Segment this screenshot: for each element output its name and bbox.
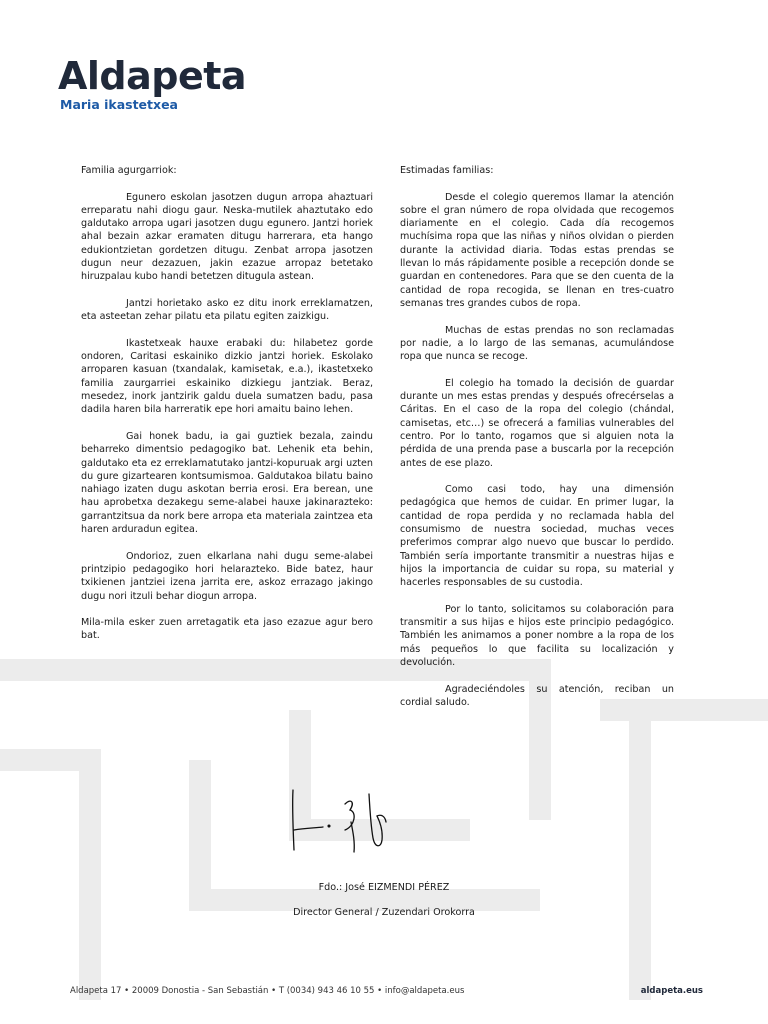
signatory-name: Fdo.: José EIZMENDI PÉREZ	[318, 882, 450, 893]
paragraph-spanish-4: Como casi todo, hay una dimensión pedagógica que hemos de cuidar. En primer lugar, la cantidad de ropa perdida y no reclamada habla del consumismo de nuestra sociedad, muchas veces preferimos comprar algo nuevo que buscar lo perdido. También sería importante transmitir a nuestras hijas e hijos la importancia de cuidar su ropa, su material y hacerles responsables de su custodia.	[400, 484, 674, 589]
paragraph-basque-3: Ikastetxeak hauxe erabaki du: hilabetez gorde ondoren, Caritasi eskainiko dizkio jantzi horiek. Eskolako arroparen kasuan (txandalak, kamisetak, e.a.), ikastetxeko familia zaurgarriei eskainiko dizkiegu jantziak. Beraz, mesedez, inork jantzirik galdu duela sumatzen badu, pasa dadila haren bila harreratik epe hori amaitu baino lehen.	[81, 337, 373, 416]
paragraph-spanish-2: Muchas de estas prendas no son reclamadas por nadie, a lo largo de las semanas, acumulándose ropa que nunca se recoge.	[400, 324, 674, 363]
school-logo	[58, 56, 246, 112]
paragraph-basque-1: Egunero eskolan jasotzen dugun arropa ahaztuari erreparatu nahi diogu gaur. Neska-mutilek ahaztutako edo galdutako arropa ugari jasotzen dugu egunero. Jantzi horiek ahal bezain azkar eramaten ditugu harrerara, eta hango edukiontzietan gordetzen ditugu. Zenbat arropa jasotzen dugun neur dezazuen, jakin ezazue arropaz betetako hiruzpalau kubo handi betetzen ditugula astean.	[81, 191, 373, 283]
signatory-role: Director General / Zuzendari Orokorra	[293, 907, 475, 918]
greeting-basque: Familia agurgarriok:	[81, 165, 177, 176]
paragraph-spanish-1: Desde el colegio queremos llamar la atención sobre el gran número de ropa olvidada que recogemos diariamente en el colegio. Cada día recogemos muchísima ropa que las niñas y niños olvidan o pierden durante la actividad diaria. Todas estas prendas se llevan lo más rápidamente posible a recepción donde se guardan en contenedores. Para que se den cuenta de la cantidad de ropa recogida, se llenan en tres-cuatro semanas tres grandes cubos de ropa.	[400, 191, 674, 309]
closing-basque: Mila-mila esker zuen arretagatik eta jaso ezazue agur bero bat.	[81, 617, 373, 642]
letter-column-spanish	[400, 164, 674, 722]
paragraph-basque-2: Jantzi horietako asko ez ditu inork erreklamatzen, eta asteetan zehar pilatu eta pilatu egiten zaizkigu.	[81, 297, 373, 323]
paragraph-spanish-5: Por lo tanto, solicitamos su colaboración para transmitir a sus hijas e hijos este principio pedagógico. También les animamos a poner nombre a la ropa de los más pequeños lo que facilita su localización y devolución.	[400, 603, 674, 668]
paragraph-spanish-6: Agradeciéndoles su atención, reciban un cordial saludo.	[400, 683, 674, 708]
handwritten-signature	[285, 782, 395, 854]
paragraph-basque-5: Ondorioz, zuen elkarlana nahi dugu seme-alabei printzipio pedagogiko hori helarazteko. Bide batez, haur txikienen jantziei izena jarrita ere, askoz errazago jakingo dugu nori itzuli behar diogun arropa.	[81, 550, 373, 602]
greeting-spanish: Estimadas familias:	[400, 165, 494, 176]
paragraph-basque-4: Gai honek badu, ia gai guztiek bezala, zaindu beharreko dimentsio pedagogiko bat. Lehenik eta behin, galdutako eta ez erreklamatutako jantzi-kopuruak argi uzten du gure gizartearen kontsumismoa. Galdutakoa bilatu baino nahiago izaten dugu askotan berria erosi. Era berean, une hau aprobetxa dezakegu seme-alabei hauxe jakinarazteko: garrantzitsua da nork bere arropa eta materiala zaintzea eta haren arduradun egitea.	[81, 430, 373, 536]
paragraph-spanish-3: El colegio ha tomado la decisión de guardar durante un mes estas prendas y después ofrecérselas a Cáritas. En el caso de la ropa del colegio (chándal, camisetas, etc…) se ofrecerá a familias vulnerables del centro. Por lo tanto, rogamos que si alguien nota la pérdida de una prenda pase a buscarla por la recepción antes de ese plazo.	[400, 377, 674, 469]
logo-subtitle: Maria ikastetxea	[60, 97, 178, 112]
logo-wordmark: Aldapeta	[58, 54, 247, 98]
footer-address: Aldapeta 17 • 20009 Donostia - San Sebastián • T (0034) 943 46 10 55 • info@aldapeta.eus	[70, 986, 465, 996]
letter-column-basque	[81, 164, 373, 656]
footer-website-link[interactable]: aldapeta.eus	[640, 986, 703, 996]
